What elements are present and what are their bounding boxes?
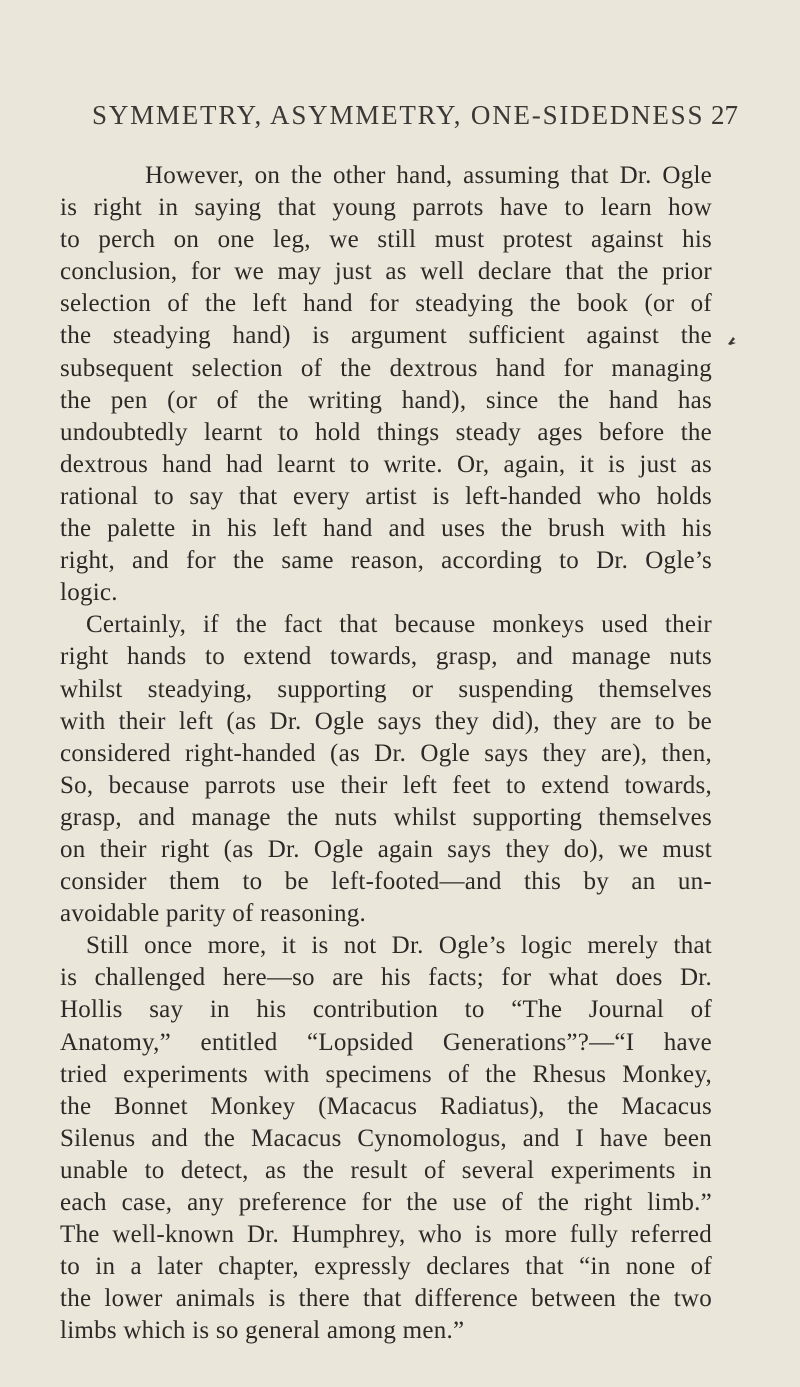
text-line: whilst steadying, supporting or suspending themselves: [60, 675, 712, 703]
running-title: SYMMETRY, ASYMMETRY, ONE-SIDEDNESS: [92, 100, 705, 130]
text-line: dextrous hand had learnt to write. Or, again, it is just as: [60, 450, 712, 478]
text-line: consider them to be left-footed—and this by an un-: [60, 868, 712, 896]
text-line: the pen (or of the writing hand), since the hand has: [60, 386, 712, 414]
text-line: right hands to extend towards, grasp, and manage nuts: [60, 643, 712, 671]
text-line: the steadying hand) is argument sufficient against the: [60, 322, 712, 350]
text-line: unable to detect, as the result of several experiments in: [60, 1156, 712, 1184]
paragraph: [60, 930, 712, 1347]
text-line: with their left (as Dr. Ogle says they did), they are to be: [60, 707, 712, 735]
text-line: Hollis say in his contribution to “The Journal of: [60, 996, 712, 1024]
text-line: is challenged here—so are his facts; for what does Dr.: [60, 964, 712, 992]
text-line: right, and for the same reason, according to Dr. Ogle’s: [60, 547, 712, 575]
text-line: However, on the other hand, assuming that Dr. Ogle: [145, 162, 712, 189]
text-line: Certainly, if the fact that because monkeys used their: [86, 611, 712, 639]
text-line: Still once more, it is not Dr. Ogle’s logic merely that: [86, 932, 712, 960]
text-line: the palette in his left hand and uses the brush with his: [60, 515, 712, 543]
body-text: [60, 160, 712, 1347]
page-number: 27: [711, 100, 738, 130]
ink-speck-icon: [727, 336, 737, 346]
running-head: [0, 100, 800, 140]
text-line: to perch on one leg, we still must protest against his: [60, 226, 712, 254]
text-line: The well-known Dr. Humphrey, who is more fully referred: [60, 1221, 712, 1249]
text-line: avoidable parity of reasoning.: [60, 900, 367, 928]
text-line: rational to say that every artist is left-handed who holds: [60, 482, 712, 510]
text-line: tried experiments with specimens of the Rhesus Monkey,: [60, 1060, 712, 1088]
text-line: considered right-handed (as Dr. Ogle says they are), then,: [60, 739, 712, 767]
text-line: conclusion, for we may just as well declare that the prior: [60, 258, 712, 286]
text-line: So, because parrots use their left feet to extend towards,: [60, 771, 712, 799]
paragraph: [60, 160, 712, 609]
text-line: grasp, and manage the nuts whilst supporting themselves: [60, 803, 712, 831]
text-line: to in a later chapter, expressly declares that “in none of: [60, 1253, 712, 1281]
text-line: each case, any preference for the use of the right limb.”: [60, 1189, 712, 1216]
text-line: is right in saying that young parrots have to learn how: [60, 194, 712, 222]
text-line: the lower animals is there that difference between the two: [60, 1285, 712, 1313]
text-line: limbs which is so general among men.”: [60, 1317, 465, 1345]
text-line: undoubtedly learnt to hold things steady ages before the: [60, 418, 712, 446]
text-line: selection of the left hand for steadying the book (or of: [60, 290, 712, 318]
text-line: subsequent selection of the dextrous hand for managing: [60, 354, 712, 382]
paragraph: [60, 609, 712, 930]
text-line: Silenus and the Macacus Cynomologus, and I have been: [60, 1124, 712, 1152]
text-line: logic.: [60, 579, 118, 607]
text-line: Anatomy,” entitled “Lopsided Generations”?—“I have: [60, 1028, 712, 1056]
text-line: the Bonnet Monkey (Macacus Radiatus), the Macacus: [60, 1092, 712, 1120]
text-line: on their right (as Dr. Ogle again says they do), we must: [60, 835, 712, 863]
